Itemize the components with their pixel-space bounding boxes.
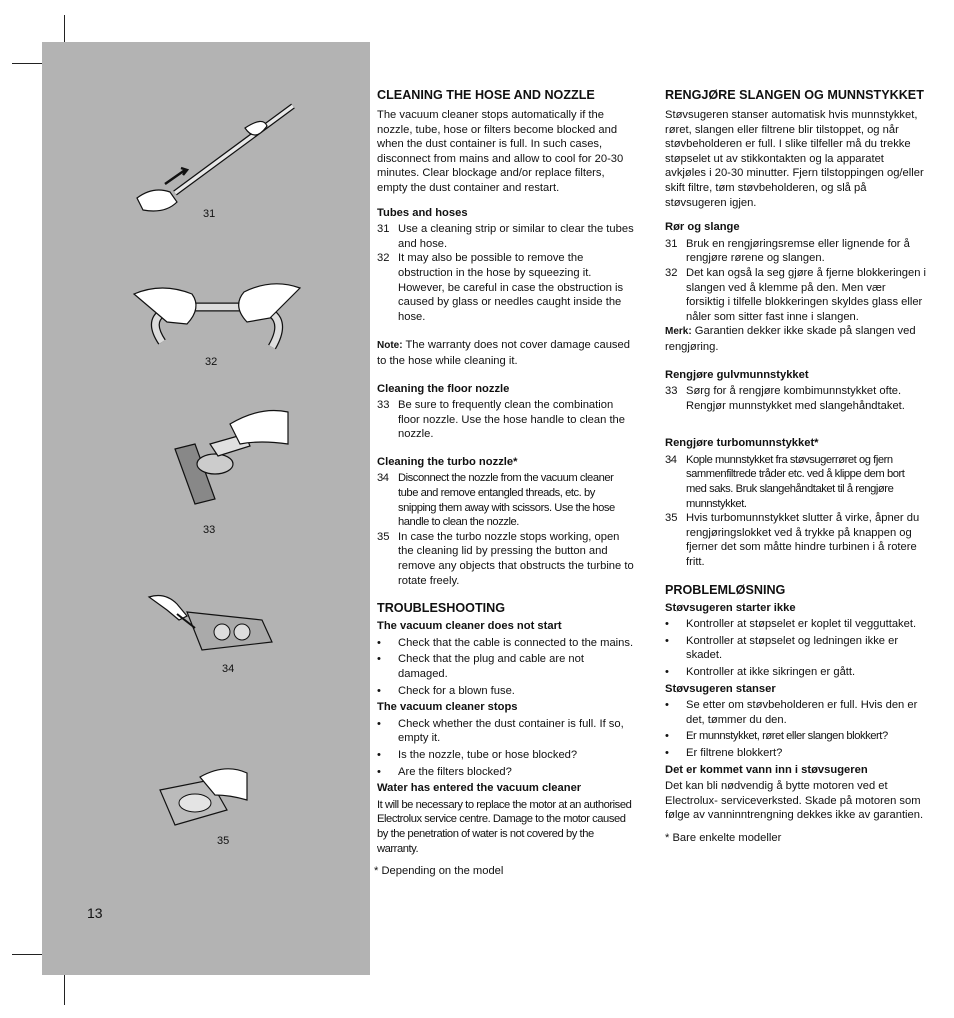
norwegian-column bbox=[665, 88, 927, 846]
numbered-item: 32 It may also be possible to remove the obstruction in the hose by squeezing it. However, be careful in case the obstruction is caused by glass or needles caught inside the hose. bbox=[377, 252, 624, 323]
subheading: Water has entered the vacuum cleaner bbox=[377, 782, 582, 795]
bullet-item: • Check that the cable is connected to the mains. bbox=[377, 636, 634, 649]
bullet-item: • Is the nozzle, tube or hose blocked? bbox=[377, 748, 578, 761]
subheading: Cleaning the floor nozzle bbox=[377, 382, 510, 395]
bullet-item: • Check for a blown fuse. bbox=[377, 684, 515, 697]
figure-31-number: 31 bbox=[203, 208, 216, 220]
bullet-item: • Kontroller at støpselet og ledningen ikke er skadet. bbox=[665, 634, 899, 662]
bullet-item: • Check whether the dust container is full. If so, empty it. bbox=[377, 717, 624, 745]
page-number: 13 bbox=[87, 905, 103, 921]
figure-33-illustration bbox=[170, 404, 290, 514]
subheading: The vacuum cleaner stops bbox=[377, 701, 518, 714]
section-title: TROUBLESHOOTING bbox=[377, 601, 506, 616]
numbered-item: 33 Sørg for å rengjøre kombimunnstykket ofte. Rengjør munnstykket med slangehåndtaket. bbox=[665, 385, 905, 412]
bullet-item: • Er filtrene blokkert? bbox=[665, 746, 783, 759]
bullet-item: • Kontroller at støpselet er koplet til vegguttaket. bbox=[665, 618, 917, 631]
subheading: Støvsugeren starter ikke bbox=[665, 601, 796, 614]
paragraph: Det kan bli nødvendig å bytte motoren ved et Electrolux- serviceverksted. Skade på motoren som følge av vanninntrengning dekkes ikke av garantien. bbox=[665, 780, 924, 822]
numbered-item: 34 Disconnect the nozzle from the vacuum cleaner tube and remove entangled threads, etc. by snipping them away with scissors. Use the hose handle to clean the nozzle. bbox=[377, 472, 615, 529]
note: Merk: Garantien dekker ikke skade på slangen ved rengjøring. bbox=[665, 325, 916, 353]
english-column bbox=[374, 88, 635, 879]
subheading: Det er kommet vann inn i støvsugeren bbox=[665, 763, 868, 776]
note: Note: The warranty does not cover damage caused to the hose while cleaning it. bbox=[377, 339, 630, 367]
subheading: Rengjøre gulvmunnstykket bbox=[665, 368, 809, 381]
section-title: RENGJØRE SLANGEN OG MUNNSTYKKET bbox=[665, 88, 924, 102]
figure-32-illustration bbox=[132, 272, 302, 357]
intro-paragraph: The vacuum cleaner stops automatically if the nozzle, tube, hose or filters become blocked and when the dust container is full. In such cases, disconnect from mains and allow to cool for 20-30 minutes. Clear blockage and/or replace filters, empty the dust container and restart. bbox=[377, 109, 624, 194]
footnote: * Depending on the model bbox=[374, 865, 504, 878]
numbered-item: 35 Hvis turbomunnstykket slutter å virke, åpner du rengjøringslokket ved å trykke på knappen og fjerner det som måtte hindre turbinen i å rotere fritt. bbox=[665, 512, 920, 569]
subheading: Rør og slange bbox=[665, 221, 740, 234]
numbered-item: 32 Det kan også la seg gjøre å fjerne blokkeringen i slangen ved å klemme på den. Men vær forsiktig i tilfelle blokkeringen skyldes glass eller nåler som sitter fast inne i slangen. bbox=[665, 266, 927, 323]
bullet-item: • Kontroller at ikke sikringen er gått. bbox=[665, 666, 856, 678]
intro-paragraph: Støvsugeren stanser automatisk hvis munnstykket, røret, slangen eller filtrene blir tilstoppet, og når støvbeholderen er full. I slike tilfeller må du trekke støpselet ut av stikkontakten og la apparatet avkjøles i 20-30 minutter. Fjern tilstoppingen og/eller skift filtre, tøm støvbeholderen, og slå på støvsugeren igjen. bbox=[665, 109, 924, 209]
section-title: CLEANING THE HOSE AND NOZZLE bbox=[377, 88, 595, 102]
bullet-item: • Se etter om støvbeholderen er full. Hvis den er det, tømmer du den. bbox=[665, 699, 918, 726]
subheading: Støvsugeren stanser bbox=[665, 682, 776, 695]
subheading: Rengjøre turbomunnstykket* bbox=[665, 437, 819, 450]
bullet-item: • Check that the plug and cable are not damaged. bbox=[377, 653, 584, 680]
figure-35-illustration bbox=[155, 765, 250, 835]
footnote: * Bare enkelte modeller bbox=[665, 831, 782, 844]
figure-31-illustration bbox=[135, 98, 305, 223]
bullet-item: • Are the filters blocked? bbox=[377, 765, 512, 778]
figure-32-number: 32 bbox=[205, 356, 218, 368]
numbered-item: 31 Bruk en rengjøringsremse eller lignende for å rengjøre rørene og slangen. bbox=[665, 237, 910, 265]
subheading: Cleaning the turbo nozzle* bbox=[377, 455, 518, 468]
subheading: The vacuum cleaner does not start bbox=[377, 620, 562, 633]
figure-34-number: 34 bbox=[222, 663, 235, 675]
figure-34-illustration bbox=[147, 592, 277, 657]
figure-35-number: 35 bbox=[217, 835, 230, 847]
numbered-item: 31 Use a cleaning strip or similar to clear the tubes and hose. bbox=[377, 223, 634, 250]
numbered-item: 33 Be sure to frequently clean the combination floor nozzle. Use the hose handle to clean the nozzle. bbox=[377, 399, 626, 441]
bullet-item: • Er munnstykket, røret eller slangen blokkert? bbox=[665, 730, 888, 743]
numbered-item: 34 Kople munnstykket fra støvsugerrøret og fjern sammenfiltrede tråder etc. ved å klippe dem bort med saks. Bruk slangehåndtaket til å rengjøre munnstykket. bbox=[665, 453, 905, 510]
subheading: Tubes and hoses bbox=[377, 206, 468, 219]
numbered-item: 35 In case the turbo nozzle stops working, open the cleaning lid by pressing the button and remove any objects that obstructs the turbine to rotate freely. bbox=[377, 530, 634, 587]
paragraph: It will be necessary to replace the motor at an authorised Electrolux service centre. Damage to the motor caused by the penetration of water is not covered by the warranty. bbox=[377, 798, 632, 855]
section-title: PROBLEMLØSNING bbox=[665, 582, 786, 597]
figure-33-number: 33 bbox=[203, 524, 216, 536]
